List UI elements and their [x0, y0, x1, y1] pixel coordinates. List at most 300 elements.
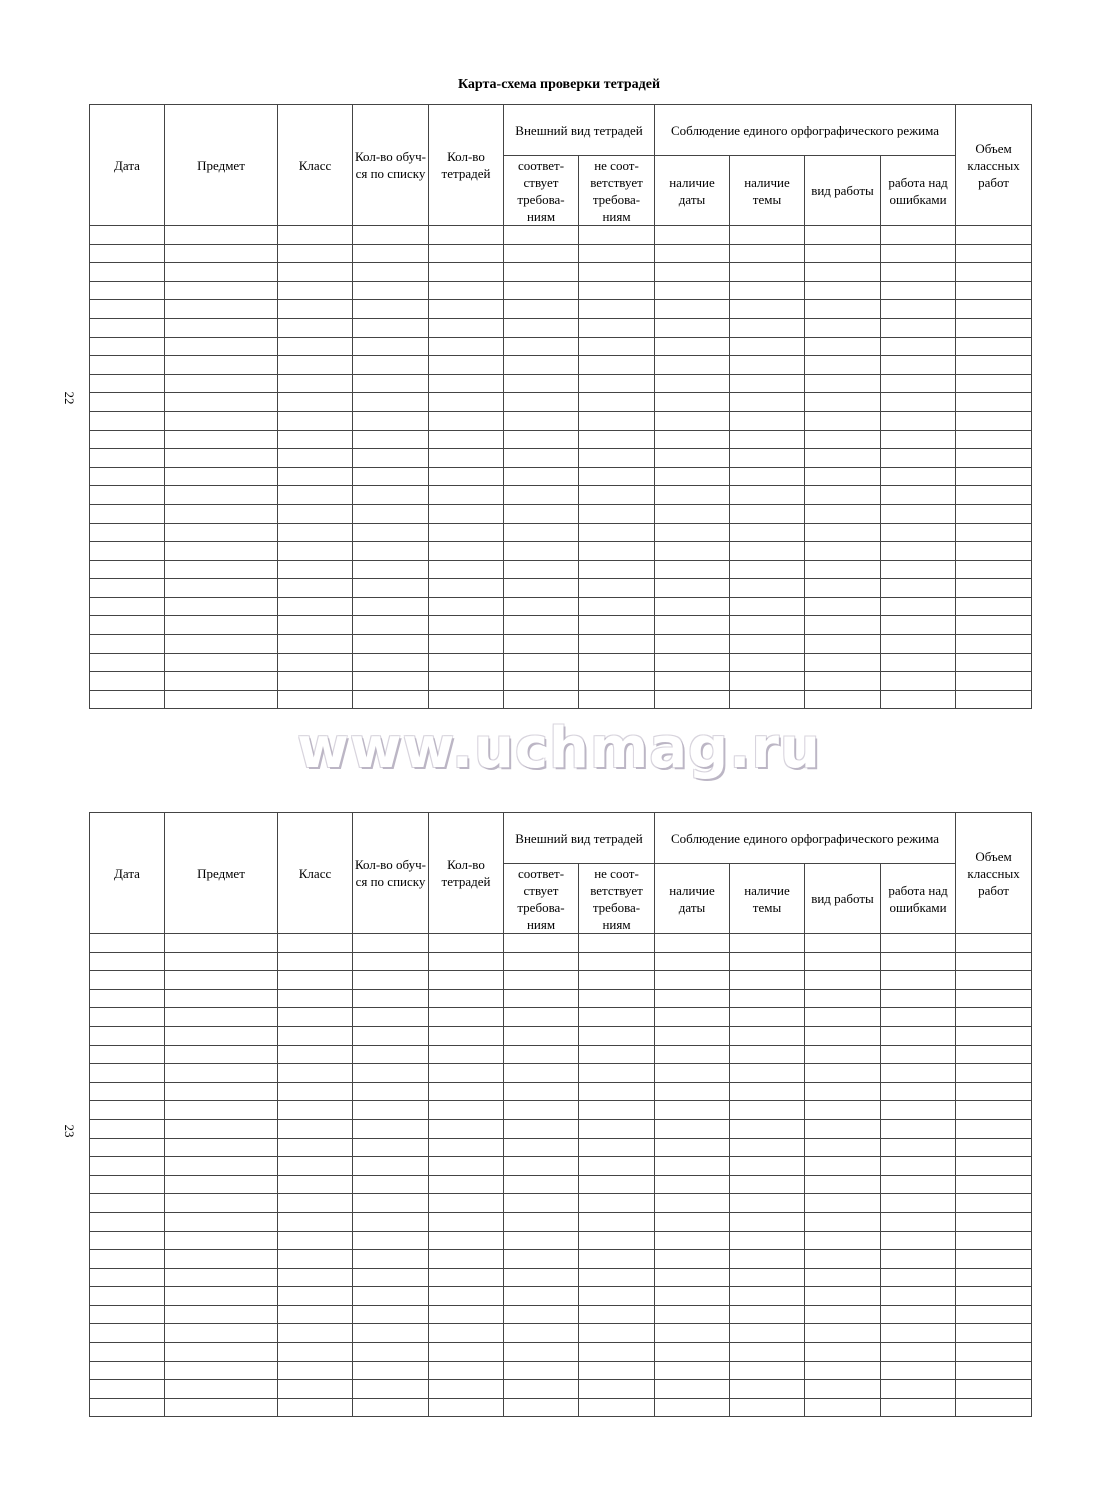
table-cell: [278, 616, 353, 635]
table-cell: [805, 1138, 881, 1157]
table-cell: [429, 1119, 504, 1138]
table-cell: [165, 1138, 278, 1157]
table-row: [90, 244, 1032, 263]
table-cell: [353, 1157, 429, 1176]
header-has-date: наличие даты: [655, 864, 730, 934]
table-cell: [278, 1343, 353, 1362]
table-cell: [956, 672, 1032, 691]
table-row: [90, 579, 1032, 598]
table-cell: [429, 653, 504, 672]
table-cell: [90, 263, 165, 282]
table-cell: [278, 1175, 353, 1194]
table-cell: [504, 560, 579, 579]
table-row: [90, 1045, 1032, 1064]
table-cell: [881, 1361, 956, 1380]
table-cell: [655, 971, 730, 990]
table-cell: [429, 1343, 504, 1362]
table-cell: [429, 486, 504, 505]
table-cell: [805, 616, 881, 635]
table-cell: [353, 690, 429, 709]
table-cell: [730, 1119, 805, 1138]
table-cell: [655, 1380, 730, 1399]
table-cell: [165, 1194, 278, 1213]
table-cell: [805, 318, 881, 337]
table-cell: [730, 430, 805, 449]
table-cell: [805, 653, 881, 672]
table-cell: [881, 1026, 956, 1045]
table-cell: [504, 523, 579, 542]
table-cell: [579, 449, 655, 468]
header-work-type: вид работы: [805, 156, 881, 226]
table-cell: [429, 411, 504, 430]
table-cell: [956, 318, 1032, 337]
table-cell: [881, 635, 956, 654]
table-cell: [90, 411, 165, 430]
table-cell: [881, 653, 956, 672]
table-cell: [805, 449, 881, 468]
table-cell: [429, 1268, 504, 1287]
table-cell: [579, 635, 655, 654]
table-row: [90, 356, 1032, 375]
table-cell: [504, 504, 579, 523]
table-cell: [805, 504, 881, 523]
table-cell: [956, 1250, 1032, 1269]
table-cell: [353, 1305, 429, 1324]
table-cell: [353, 486, 429, 505]
table-cell: [429, 560, 504, 579]
table-cell: [805, 1231, 881, 1250]
table-cell: [90, 1045, 165, 1064]
table-cell: [881, 226, 956, 245]
table-cell: [655, 1157, 730, 1176]
table-cell: [655, 504, 730, 523]
table-cell: [165, 1175, 278, 1194]
table-cell: [504, 430, 579, 449]
table-cell: [90, 430, 165, 449]
table-cell: [881, 989, 956, 1008]
table-cell: [429, 579, 504, 598]
table-row: [90, 1101, 1032, 1120]
table-cell: [90, 597, 165, 616]
table-cell: [956, 690, 1032, 709]
table-cell: [278, 690, 353, 709]
table-cell: [165, 690, 278, 709]
table-cell: [881, 523, 956, 542]
table-cell: [881, 1268, 956, 1287]
table-cell: [655, 1064, 730, 1083]
table-cell: [881, 1008, 956, 1027]
table-cell: [881, 504, 956, 523]
header-volume: Объем классных работ: [956, 813, 1032, 934]
table-cell: [165, 1343, 278, 1362]
table-cell: [165, 523, 278, 542]
table-cell: [90, 653, 165, 672]
table-cell: [165, 560, 278, 579]
table-cell: [579, 934, 655, 953]
table-cell: [353, 989, 429, 1008]
table-row: [90, 467, 1032, 486]
table-cell: [730, 1324, 805, 1343]
table-cell: [730, 952, 805, 971]
table-cell: [805, 1343, 881, 1362]
table-cell: [730, 616, 805, 635]
table-cell: [165, 504, 278, 523]
table-cell: [353, 1324, 429, 1343]
table-cell: [90, 560, 165, 579]
table-cell: [353, 1175, 429, 1194]
table-cell: [429, 393, 504, 412]
table-cell: [353, 597, 429, 616]
table-cell: [90, 952, 165, 971]
table-cell: [956, 281, 1032, 300]
table-cell: [504, 1231, 579, 1250]
table-cell: [730, 1194, 805, 1213]
table-cell: [278, 635, 353, 654]
table-cell: [956, 1045, 1032, 1064]
table-cell: [730, 226, 805, 245]
table-cell: [956, 934, 1032, 953]
table-cell: [504, 467, 579, 486]
table-cell: [165, 411, 278, 430]
table-cell: [655, 374, 730, 393]
table-cell: [579, 1250, 655, 1269]
table-row: [90, 934, 1032, 953]
table-cell: [579, 971, 655, 990]
table-cell: [165, 597, 278, 616]
table-cell: [90, 579, 165, 598]
table-row: [90, 1324, 1032, 1343]
table-cell: [504, 1138, 579, 1157]
table-cell: [504, 1194, 579, 1213]
table-cell: [429, 1008, 504, 1027]
table-cell: [504, 263, 579, 282]
table-cell: [805, 1268, 881, 1287]
table-cell: [429, 318, 504, 337]
table-cell: [655, 226, 730, 245]
table-row: [90, 486, 1032, 505]
table-cell: [881, 318, 956, 337]
table-cell: [429, 263, 504, 282]
table-cell: [805, 263, 881, 282]
table-cell: [579, 672, 655, 691]
table-cell: [881, 542, 956, 561]
table-row: [90, 504, 1032, 523]
table-cell: [805, 989, 881, 1008]
table-cell: [805, 1119, 881, 1138]
header-error-work: работа над ошибками: [881, 156, 956, 226]
table-cell: [881, 374, 956, 393]
table-cell: [90, 1175, 165, 1194]
table-cell: [881, 1324, 956, 1343]
table-cell: [278, 430, 353, 449]
table-cell: [278, 1082, 353, 1101]
table-cell: [730, 374, 805, 393]
table-cell: [90, 374, 165, 393]
header-subject: Предмет: [165, 105, 278, 226]
table-cell: [956, 1287, 1032, 1306]
table-cell: [353, 1231, 429, 1250]
table-cell: [90, 281, 165, 300]
table-cell: [278, 411, 353, 430]
table-row: [90, 1082, 1032, 1101]
table-cell: [655, 672, 730, 691]
header-date: Дата: [90, 105, 165, 226]
table-cell: [956, 449, 1032, 468]
table-row: [90, 690, 1032, 709]
table-cell: [278, 337, 353, 356]
table-cell: [655, 560, 730, 579]
table-cell: [881, 1082, 956, 1101]
table-cell: [353, 1194, 429, 1213]
table-cell: [655, 1026, 730, 1045]
header-error-work: работа над ошибками: [881, 864, 956, 934]
table-cell: [429, 430, 504, 449]
table-cell: [278, 1008, 353, 1027]
table-cell: [504, 1324, 579, 1343]
form-title: Карта-схема проверки тетрадей: [457, 77, 661, 92]
table-cell: [429, 449, 504, 468]
table-cell: [504, 1380, 579, 1399]
table-cell: [353, 226, 429, 245]
table-cell: [429, 1212, 504, 1231]
table-cell: [90, 356, 165, 375]
table-cell: [881, 337, 956, 356]
table-cell: [730, 1064, 805, 1083]
table-cell: [504, 616, 579, 635]
table-row: [90, 1305, 1032, 1324]
table-cell: [730, 989, 805, 1008]
table-cell: [278, 1324, 353, 1343]
table-cell: [429, 300, 504, 319]
table-cell: [429, 690, 504, 709]
check-table-1: [89, 104, 1032, 709]
table-cell: [655, 1250, 730, 1269]
table-cell: [504, 1175, 579, 1194]
table-cell: [504, 989, 579, 1008]
table-cell: [278, 653, 353, 672]
table-cell: [504, 1250, 579, 1269]
table-row: [90, 1008, 1032, 1027]
table-cell: [730, 560, 805, 579]
table-cell: [730, 411, 805, 430]
table-cell: [881, 1212, 956, 1231]
table-cell: [165, 281, 278, 300]
table-cell: [956, 504, 1032, 523]
table-cell: [278, 597, 353, 616]
table-cell: [278, 374, 353, 393]
table-cell: [881, 1101, 956, 1120]
header-has-topic: наличие темы: [730, 864, 805, 934]
table-cell: [956, 1380, 1032, 1399]
table-cell: [90, 1082, 165, 1101]
table-cell: [353, 1250, 429, 1269]
table-cell: [504, 597, 579, 616]
table-cell: [90, 1194, 165, 1213]
table-cell: [655, 486, 730, 505]
table-cell: [504, 971, 579, 990]
table-cell: [278, 971, 353, 990]
table-cell: [504, 635, 579, 654]
table-cell: [353, 1398, 429, 1417]
table-cell: [165, 1157, 278, 1176]
table-cell: [90, 300, 165, 319]
table-cell: [579, 1361, 655, 1380]
table-cell: [278, 504, 353, 523]
page-number: 23: [62, 1124, 77, 1138]
table-row: [90, 411, 1032, 430]
table-cell: [881, 430, 956, 449]
table-cell: [956, 486, 1032, 505]
table-cell: [655, 1082, 730, 1101]
table-cell: [881, 244, 956, 263]
table-cell: [90, 393, 165, 412]
table-cell: [730, 1008, 805, 1027]
table-cell: [90, 989, 165, 1008]
table-cell: [956, 356, 1032, 375]
table-cell: [504, 1045, 579, 1064]
table-cell: [579, 1194, 655, 1213]
table-cell: [655, 1175, 730, 1194]
table-cell: [655, 1101, 730, 1120]
table-row: [90, 226, 1032, 245]
table-row: [90, 300, 1032, 319]
table-cell: [579, 1119, 655, 1138]
table-cell: [504, 1119, 579, 1138]
table-cell: [730, 281, 805, 300]
table-cell: [353, 523, 429, 542]
table-cell: [956, 1398, 1032, 1417]
table-cell: [730, 1175, 805, 1194]
table-cell: [956, 411, 1032, 430]
table-cell: [579, 1101, 655, 1120]
table-cell: [504, 374, 579, 393]
table-cell: [881, 690, 956, 709]
table-cell: [956, 989, 1032, 1008]
table-cell: [504, 579, 579, 598]
table-cell: [881, 952, 956, 971]
table-cell: [881, 411, 956, 430]
table-cell: [504, 449, 579, 468]
table-cell: [579, 300, 655, 319]
table-cell: [429, 244, 504, 263]
table-cell: [579, 1026, 655, 1045]
table-cell: [90, 523, 165, 542]
table-cell: [278, 989, 353, 1008]
table-cell: [165, 1361, 278, 1380]
table-cell: [730, 1343, 805, 1362]
table-cell: [504, 1287, 579, 1306]
table-cell: [655, 449, 730, 468]
table-cell: [579, 1231, 655, 1250]
table-cell: [278, 1212, 353, 1231]
table-cell: [278, 1361, 353, 1380]
table-cell: [353, 356, 429, 375]
table-cell: [165, 1231, 278, 1250]
table-cell: [278, 1045, 353, 1064]
table-cell: [805, 300, 881, 319]
table-cell: [956, 1231, 1032, 1250]
table-cell: [579, 281, 655, 300]
table-cell: [956, 244, 1032, 263]
table-cell: [730, 1287, 805, 1306]
table-cell: [655, 635, 730, 654]
table-cell: [881, 1287, 956, 1306]
table-row: [90, 337, 1032, 356]
table-cell: [90, 467, 165, 486]
header-appearance-not-ok: не соот-ветствует требова-ниям: [579, 156, 655, 226]
table-cell: [881, 1380, 956, 1399]
table-cell: [730, 523, 805, 542]
table-cell: [881, 1119, 956, 1138]
table-cell: [504, 1361, 579, 1380]
table-cell: [504, 1305, 579, 1324]
table-cell: [805, 244, 881, 263]
table-cell: [579, 653, 655, 672]
table-cell: [805, 635, 881, 654]
table-cell: [881, 393, 956, 412]
table-cell: [579, 318, 655, 337]
table-cell: [655, 356, 730, 375]
table-cell: [805, 226, 881, 245]
table-cell: [429, 1361, 504, 1380]
table-row: [90, 971, 1032, 990]
table-cell: [90, 542, 165, 561]
table-cell: [90, 337, 165, 356]
table-cell: [429, 1231, 504, 1250]
table-cell: [730, 1398, 805, 1417]
table-cell: [353, 411, 429, 430]
table-cell: [881, 467, 956, 486]
table-cell: [429, 1064, 504, 1083]
table-cell: [429, 374, 504, 393]
table-cell: [579, 1157, 655, 1176]
table-cell: [278, 226, 353, 245]
table-cell: [90, 449, 165, 468]
table-cell: [881, 281, 956, 300]
table-cell: [579, 467, 655, 486]
table-cell: [730, 1231, 805, 1250]
table-row: [90, 1138, 1032, 1157]
table-cell: [956, 226, 1032, 245]
table-cell: [90, 1324, 165, 1343]
table-cell: [730, 263, 805, 282]
table-row: [90, 952, 1032, 971]
table-cell: [805, 1212, 881, 1231]
table-cell: [90, 1008, 165, 1027]
table-cell: [579, 263, 655, 282]
table-cell: [504, 300, 579, 319]
table-cell: [504, 411, 579, 430]
table-cell: [353, 616, 429, 635]
table-cell: [278, 449, 353, 468]
table-cell: [90, 1212, 165, 1231]
table-cell: [429, 1157, 504, 1176]
table-cell: [655, 1008, 730, 1027]
table-cell: [805, 337, 881, 356]
table-cell: [278, 1119, 353, 1138]
table-cell: [504, 690, 579, 709]
table-cell: [504, 1101, 579, 1120]
table-cell: [90, 934, 165, 953]
table-cell: [881, 616, 956, 635]
table-cell: [805, 411, 881, 430]
page-number: 22: [62, 391, 77, 405]
table-cell: [956, 542, 1032, 561]
header-class: Класс: [278, 813, 353, 934]
table-row: [90, 1231, 1032, 1250]
table-cell: [353, 1138, 429, 1157]
table-cell: [956, 1212, 1032, 1231]
